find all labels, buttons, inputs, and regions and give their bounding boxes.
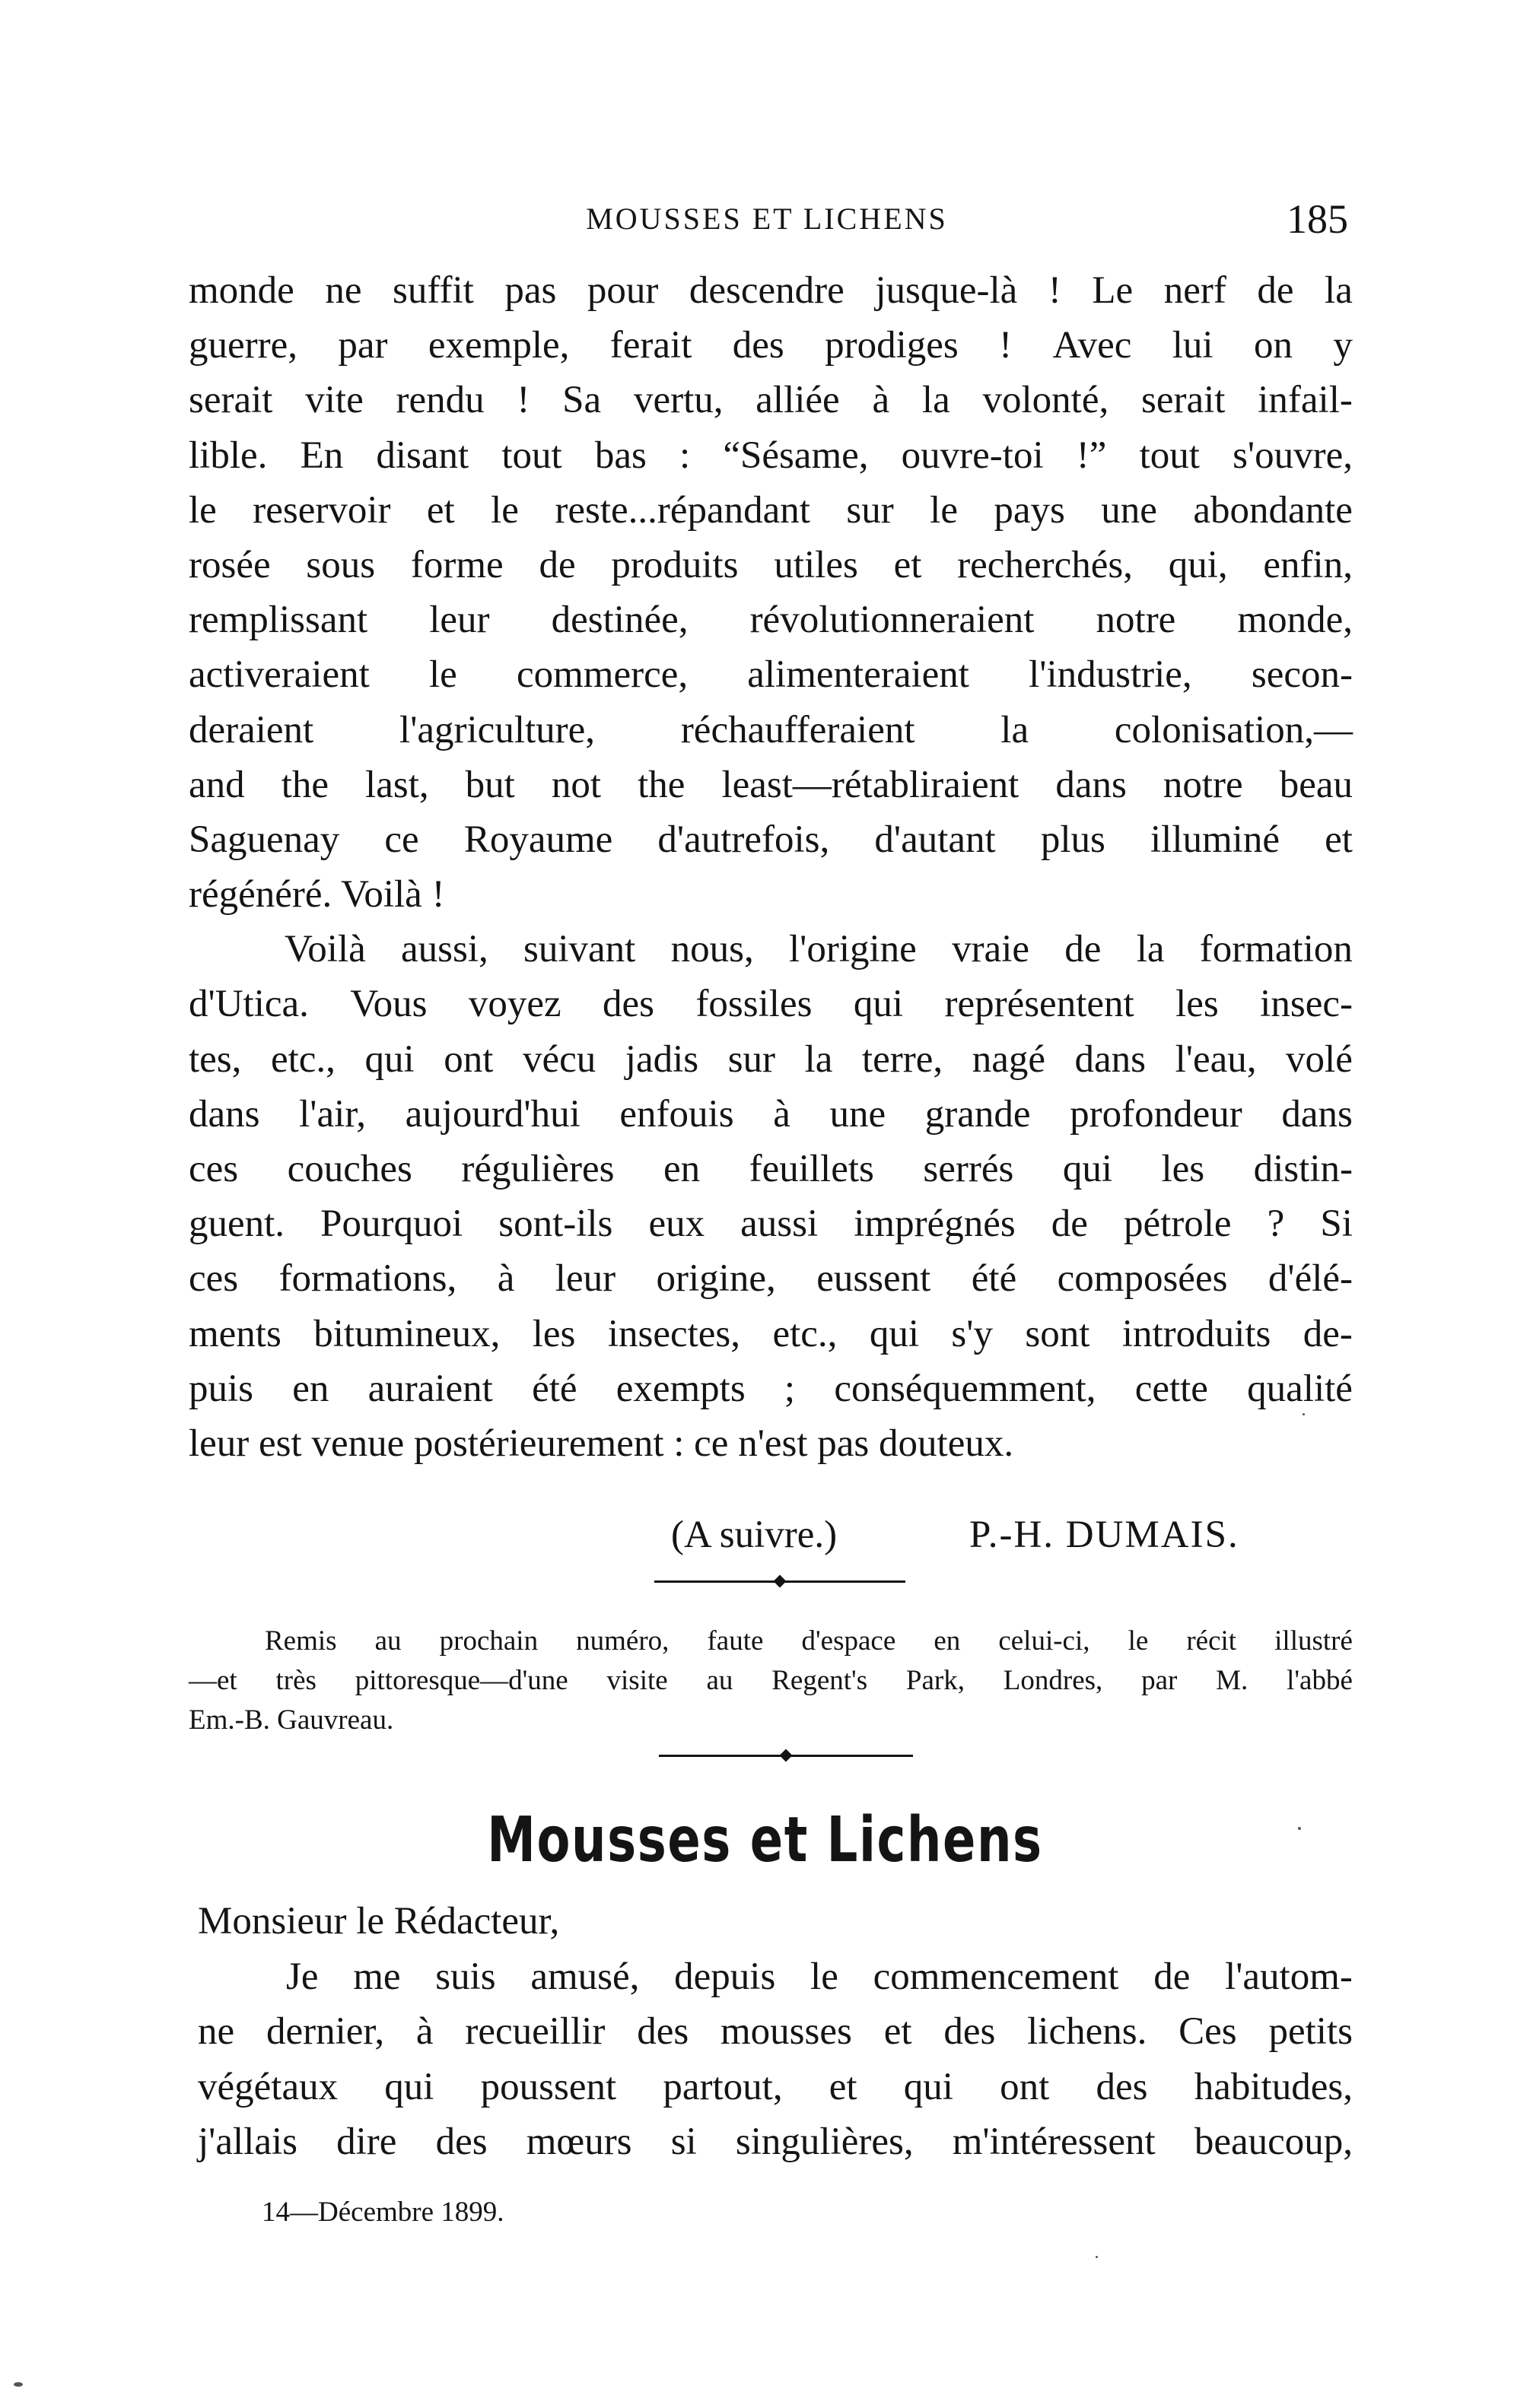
signature-line bbox=[189, 1507, 1353, 1562]
page-number: 185 bbox=[1287, 196, 1348, 242]
text-line: and the last, but not the least—rétabliraient dans notre beau bbox=[189, 763, 1353, 806]
notice-line: Em.-B. Gauvreau. bbox=[189, 1704, 394, 1736]
paper-speck bbox=[1303, 1413, 1305, 1415]
text-line: tes, etc., qui ont vécu jadis sur la terre, nagé dans l'eau, volé bbox=[189, 1037, 1353, 1081]
text-line: d'Utica. Vous voyez des fossiles qui représentent les insec- bbox=[189, 983, 1353, 1026]
text-line: ces couches régulières en feuillets serrés qui les distin- bbox=[189, 1148, 1353, 1190]
main-text bbox=[189, 263, 1353, 1471]
text-line: dans l'air, aujourd'hui enfouis à une grande profondeur dans bbox=[189, 1092, 1353, 1136]
text-line: leur est venue postérieurement : ce n'est pas douteux. bbox=[189, 1422, 1014, 1465]
text-line: guerre, par exemple, ferait des prodiges ! Avec lui on y bbox=[189, 324, 1353, 367]
text-line: végétaux qui poussent partout, et qui ont des habitudes, bbox=[198, 2065, 1353, 2108]
text-line: puis en auraient été exempts ; conséquemment, cette qualité bbox=[189, 1367, 1353, 1410]
text-line: Voilà aussi, suivant nous, l'origine vraie de la formation bbox=[285, 928, 1353, 971]
paper-speck bbox=[1096, 2256, 1098, 2258]
printer-signature-mark: 14—Décembre 1899. bbox=[262, 2197, 504, 2228]
editorial-notice bbox=[189, 1622, 1353, 1740]
section-title: Mousses et Lichens bbox=[487, 1804, 1043, 1876]
text-line: le reservoir et le reste...répandant sur le pays une abondante bbox=[189, 488, 1353, 532]
section-text bbox=[198, 1894, 1353, 2170]
text-line: j'allais dire des mœurs si singulières, m'intéressent beaucoup, bbox=[198, 2121, 1353, 2163]
text-line: rosée sous forme de produits utiles et recherchés, qui, enfin, bbox=[189, 543, 1353, 586]
ornamental-rule bbox=[659, 1755, 913, 1757]
rule-diamond bbox=[774, 1575, 787, 1588]
text-line: remplissant leur destinée, révolutionneraient notre monde, bbox=[189, 599, 1353, 642]
salutation: Monsieur le Rédacteur, bbox=[198, 1900, 560, 1943]
text-line: régénéré. Voilà ! bbox=[189, 873, 445, 917]
text-line: monde ne suffit pas pour descendre jusque-là ! Le nerf de la bbox=[189, 269, 1353, 312]
text-line: Je me suis amusé, depuis le commencement de l'autom- bbox=[286, 1955, 1353, 1998]
author-signature: P.-H. DUMAIS. bbox=[969, 1514, 1239, 1556]
notice-line: —et très pittoresque—d'une visite au Regent's Park, Londres, par M. l'abbé bbox=[189, 1665, 1353, 1696]
text-line: guent. Pourquoi sont-ils eux aussi imprégnés de pétrole ? Si bbox=[189, 1202, 1353, 1246]
text-line: serait vite rendu ! Sa vertu, alliée à la volonté, serait infail- bbox=[189, 379, 1353, 422]
text-line: ces formations, à leur origine, eussent été composées d'élé- bbox=[189, 1257, 1353, 1301]
paper-speck bbox=[1298, 1827, 1301, 1830]
ornamental-rule bbox=[654, 1580, 905, 1583]
page-header bbox=[186, 196, 1348, 242]
text-line: ne dernier, à recueillir des mousses et des lichens. Ces petits bbox=[198, 2010, 1353, 2053]
rule-diamond bbox=[780, 1749, 793, 1762]
text-line: Saguenay ce Royaume d'autrefois, d'autant plus illuminé et bbox=[189, 818, 1353, 861]
notice-line: Remis au prochain numéro, faute d'espace en celui-ci, le récit illustré bbox=[265, 1625, 1353, 1657]
text-line: ments bitumineux, les insectes, etc., qui s'y sont introduits de- bbox=[189, 1312, 1353, 1355]
text-line: deraient l'agriculture, réchaufferaient la colonisation,— bbox=[189, 708, 1353, 751]
text-line: lible. En disant tout bas : “Sésame, ouvre-toi !” tout s'ouvre, bbox=[189, 434, 1353, 477]
a-suivre-note: (A suivre.) bbox=[671, 1514, 838, 1556]
paper-speck bbox=[14, 2382, 23, 2387]
text-line: activeraient le commerce, alimenteraient l'industrie, secon- bbox=[189, 653, 1353, 697]
running-title: MOUSSES ET LICHENS bbox=[586, 202, 948, 236]
